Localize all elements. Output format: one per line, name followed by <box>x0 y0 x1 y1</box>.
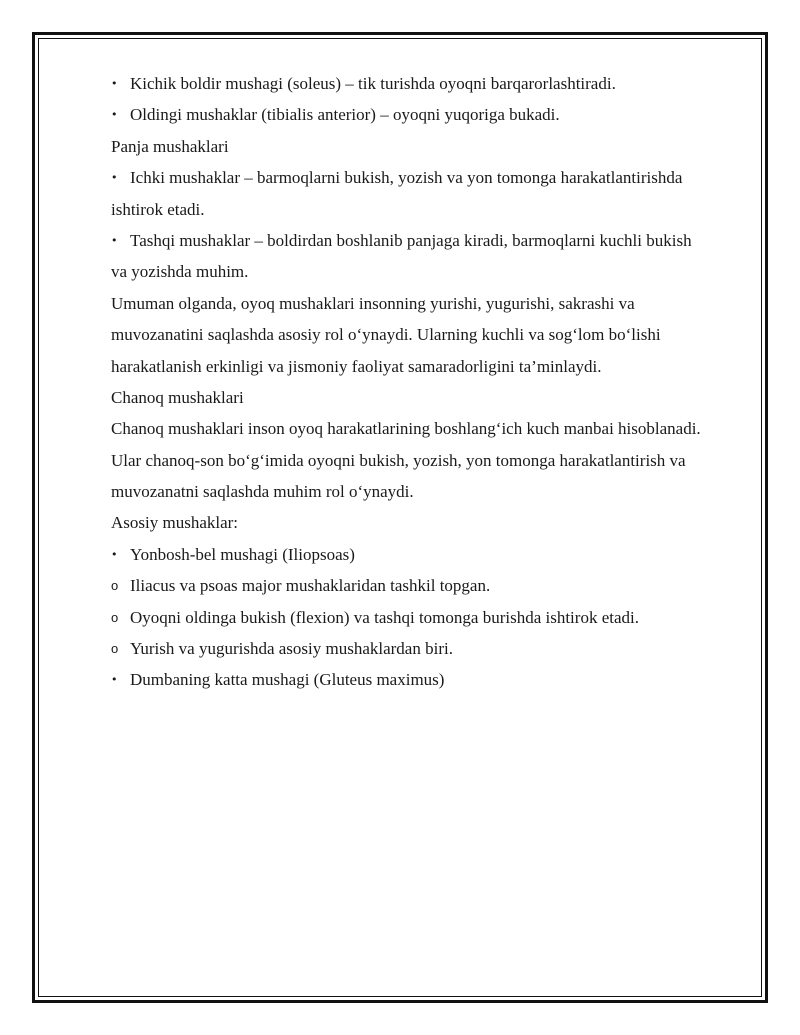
sub-list-item <box>111 602 744 633</box>
list-item <box>111 225 744 256</box>
section-heading: Panja mushaklari <box>111 136 229 156</box>
list-item-text: Oldingi mushaklar (tibialis anterior) – oyoqni yuqoriga bukadi. <box>130 105 560 125</box>
bullet-marker: • <box>111 547 118 561</box>
list-item <box>111 664 744 695</box>
circle-bullet-marker: o <box>111 641 119 657</box>
bullet-marker: • <box>111 171 118 185</box>
bullet-marker: • <box>111 77 118 90</box>
sub-list-item-text: Yurish va yugurishda asosiy mushaklardan biri. <box>130 639 453 659</box>
paragraph-line: Ular chanoq-son bo‘g‘imida oyoqni bukish, yozish, yon tomonga harakatlantirish va <box>111 450 686 470</box>
list-item <box>111 162 744 193</box>
bullet-marker: • <box>111 673 118 687</box>
document-body <box>111 68 744 696</box>
list-item <box>111 539 744 570</box>
list-item-continuation: va yozishda muhim. <box>111 262 249 282</box>
circle-bullet-marker: o <box>111 578 119 594</box>
sub-list-item-text: Iliacus va psoas major mushaklaridan tashkil topgan. <box>130 576 491 596</box>
bullet-marker: • <box>111 233 118 247</box>
list-item-text: Tashqi mushaklar – boldirdan boshlanib panjaga kiradi, barmoqlarni kuchli bukish <box>130 230 692 250</box>
paragraph-line: Umuman olganda, oyoq mushaklari insonning yurishi, yugurishi, sakrashi va <box>111 293 635 313</box>
list-item-continuation: ishtirok etadi. <box>111 199 205 219</box>
paragraph-line: harakatlanish erkinligi va jismoniy faoliyat samaradorligini ta’minlaydi. <box>111 356 602 376</box>
circle-bullet-marker: o <box>111 609 119 625</box>
paragraph-line: Chanoq mushaklari inson oyoq harakatlarining boshlang‘ich kuch manbai hisoblanadi. <box>111 419 701 439</box>
list-item-text: Ichki mushaklar – barmoqlarni bukish, yozish va yon tomonga harakatlantirishda <box>130 168 683 188</box>
list-item <box>111 68 744 99</box>
paragraph-line: muvozanatini saqlashda asosiy rol o‘ynaydi. Ularning kuchli va sog‘lom bo‘lishi <box>111 325 661 345</box>
sub-list-item-text: Oyoqni oldinga bukish (flexion) va tashqi tomonga burishda ishtirok etadi. <box>130 607 639 627</box>
subheading: Asosiy mushaklar: <box>111 513 239 533</box>
paragraph-line: muvozanatni saqlashda muhim rol o‘ynaydi. <box>111 482 414 502</box>
list-item <box>111 99 744 130</box>
sub-list-item <box>111 570 744 601</box>
section-heading: Chanoq mushaklari <box>111 387 244 407</box>
sub-list-item <box>111 633 744 664</box>
bullet-marker: • <box>111 108 118 122</box>
list-item-text: Kichik boldir mushagi (soleus) – tik turishda oyoqni barqarorlashtiradi. <box>130 74 616 93</box>
list-item-text: Yonbosh-bel mushagi (Iliopsoas) <box>130 544 355 564</box>
list-item-text: Dumbaning katta mushagi (Gluteus maximus) <box>130 670 445 690</box>
